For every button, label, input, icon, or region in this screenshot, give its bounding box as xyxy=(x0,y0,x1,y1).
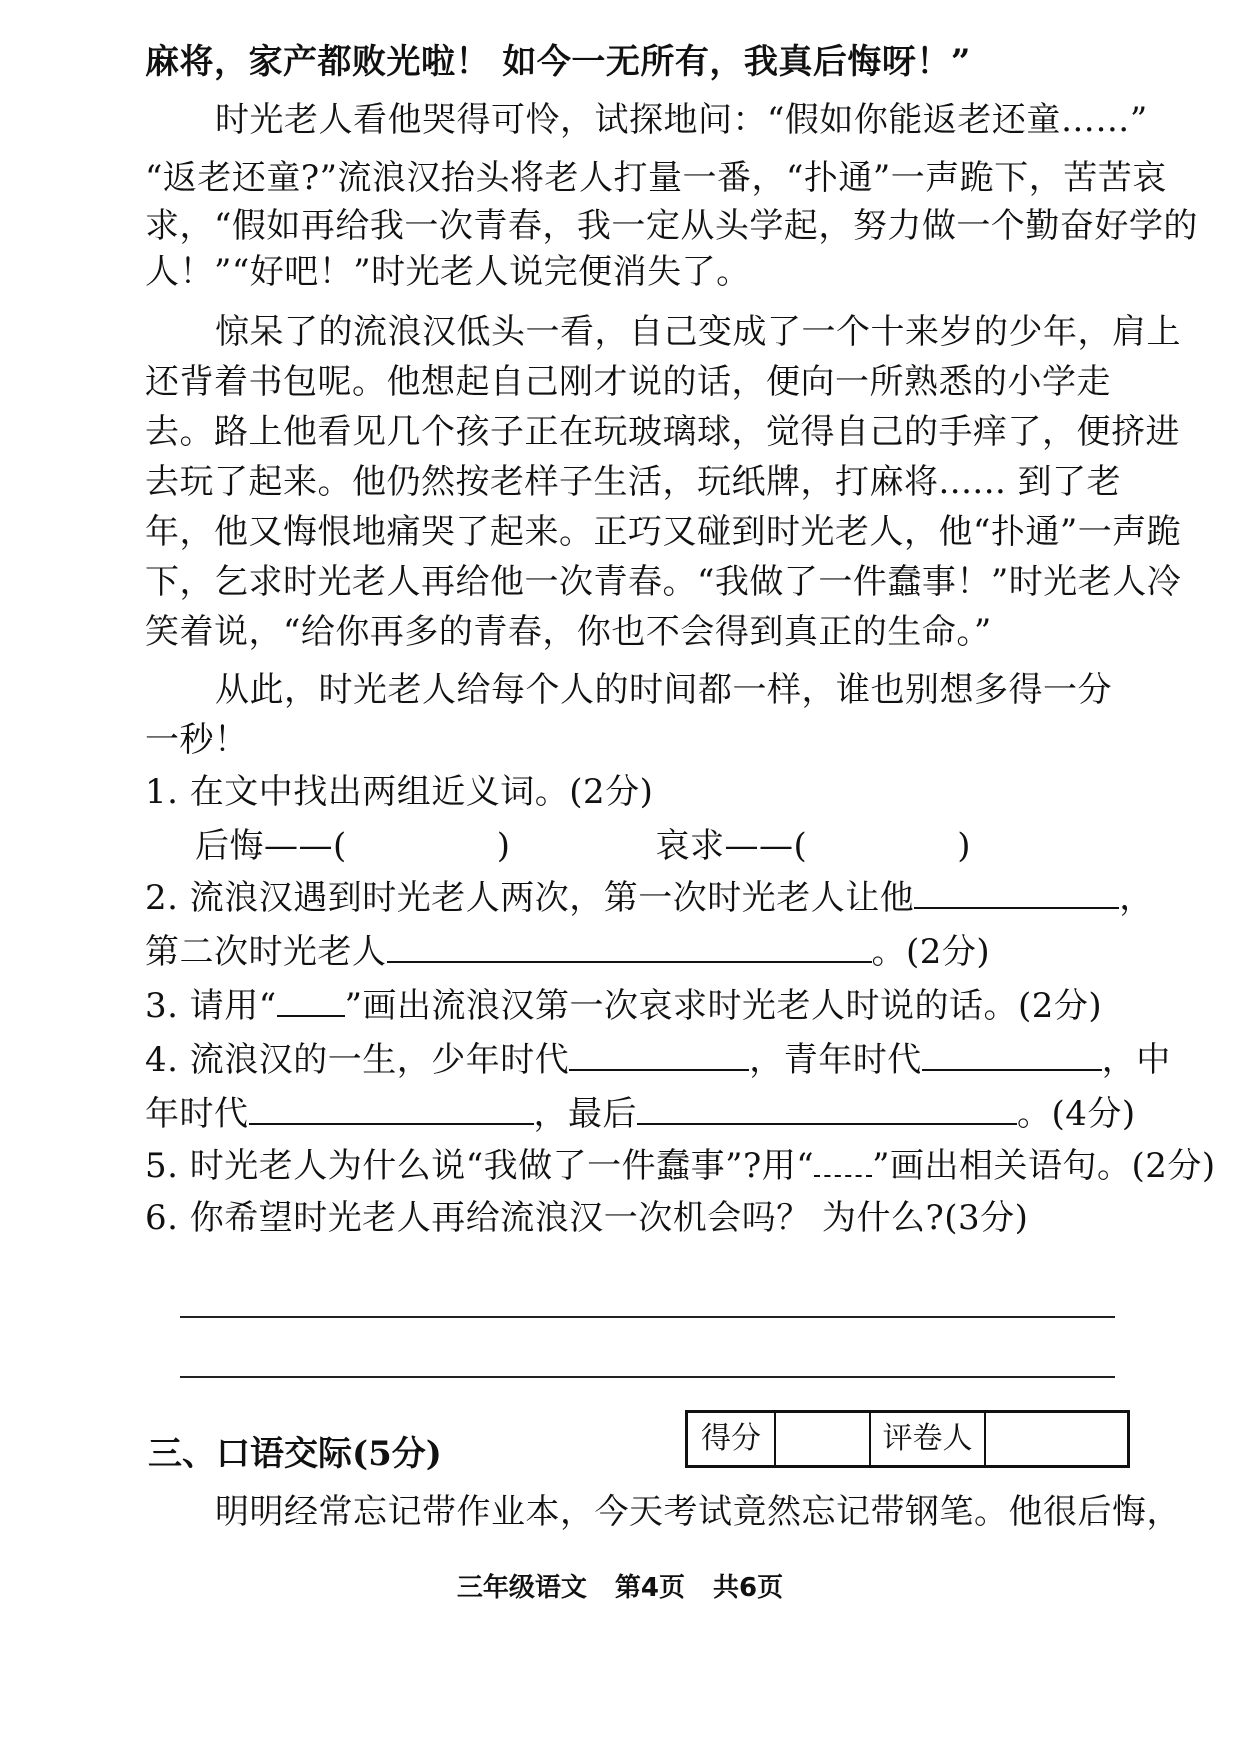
answer-blank[interactable] xyxy=(637,1093,1017,1125)
answer-line[interactable] xyxy=(180,1316,1115,1318)
paren-close: ) xyxy=(957,826,972,866)
question-4-text: ，中 xyxy=(1101,1040,1171,1080)
question-4b xyxy=(145,1092,1136,1136)
passage-line: 麻将，家产都败光啦！ 如今一无所有，我真后悔呀！” xyxy=(145,42,971,82)
question-3-text: ”画出流浪汉第一次哀求时光老人时说的话。(2分) xyxy=(344,986,1103,1026)
question-3-text: 3. 请用“ xyxy=(145,986,277,1026)
answer-line[interactable] xyxy=(180,1376,1115,1378)
passage-line: 年，他又悔恨地痛哭了起来。正巧又碰到时光老人，他“扑通”一声跪 xyxy=(145,512,1182,552)
question-4-text: 年时代 xyxy=(145,1094,249,1134)
passage-line: 求，“假如再给我一次青春，我一定从头学起，努力做一个勤奋好学的 xyxy=(145,206,1198,246)
score-input[interactable] xyxy=(776,1413,871,1465)
question-2b xyxy=(145,930,1130,974)
score-label: 得分 xyxy=(688,1413,776,1465)
answer-blank[interactable] xyxy=(569,1039,749,1071)
passage-line: 惊呆了的流浪汉低头一看，自己变成了一个十来岁的少年，肩上 xyxy=(215,312,1181,352)
passage-line: 时光老人看他哭得可怜，试探地问：“假如你能返老还童……” xyxy=(215,100,1148,140)
footer-page: 第4页 xyxy=(614,1573,685,1603)
question-4-text: 。(4分) xyxy=(1017,1094,1136,1134)
question-5-text: ”画出相关语句。(2分) xyxy=(872,1146,1216,1186)
page-footer xyxy=(0,1567,1240,1604)
footer-subject: 三年级语文 xyxy=(456,1573,587,1603)
question-4-text: 4. 流浪汉的一生，少年时代 xyxy=(145,1040,570,1080)
passage-line: 下，乞求时光老人再给他一次青春。“我做了一件蠢事！”时光老人冷 xyxy=(145,562,1182,602)
passage-line: 还背着书包呢。他想起自己刚才说的话，便向一所熟悉的小学走 xyxy=(145,362,1111,402)
passage-line: 从此，时光老人给每个人的时间都一样，谁也别想多得一分 xyxy=(215,670,1112,710)
section-title: 三、口语交际(5分) xyxy=(148,1434,442,1474)
answer-blank[interactable] xyxy=(387,931,872,963)
question-5 xyxy=(145,1144,1216,1188)
punct: 。(2分) xyxy=(871,932,991,972)
question-2-text: 第二次时光老人 xyxy=(145,932,387,972)
punct: ， xyxy=(1119,878,1154,918)
passage-line: 去玩了起来。他仍然按老样子生活，玩纸牌，打麻将...... 到了老 xyxy=(145,462,1122,502)
question-3 xyxy=(145,984,1130,1028)
score-table xyxy=(685,1410,1130,1468)
section-text: 明明经常忘记带作业本，今天考试竟然忘记带钢笔。他很后悔， xyxy=(215,1492,1181,1532)
grader-label: 评卷人 xyxy=(871,1413,986,1465)
question-5-text: 5. 时光老人为什么说“我做了一件蠢事”?用“ xyxy=(145,1146,815,1186)
question-4a xyxy=(145,1038,1171,1082)
question-1: 1. 在文中找出两组近义词。(2分) xyxy=(145,772,654,812)
question-2-text: 2. 流浪汉遇到时光老人两次，第一次时光老人让他 xyxy=(145,878,915,918)
synonym-b-label: 哀求——( xyxy=(655,826,808,866)
passage-line: 人！”“好吧！”时光老人说完便消失了。 xyxy=(145,252,751,292)
question-6: 6. 你希望时光老人再给流浪汉一次机会吗？ 为什么?(3分) xyxy=(145,1198,1029,1238)
question-1-answers xyxy=(195,824,1125,868)
question-4-text: ，青年时代 xyxy=(749,1040,922,1080)
footer-total: 共6页 xyxy=(713,1573,784,1603)
passage-line: “返老还童?”流浪汉抬头将老人打量一番，“扑通”一声跪下，苦苦哀 xyxy=(145,158,1167,198)
question-2a xyxy=(145,876,1154,920)
question-4-text: ，最后 xyxy=(533,1094,637,1134)
passage-line: 去。路上他看见几个孩子正在玩玻璃球，觉得自己的手痒了，便挤进 xyxy=(145,412,1180,452)
answer-blank[interactable] xyxy=(922,1039,1102,1071)
paren-close: ) xyxy=(496,826,511,866)
underline-sample xyxy=(277,985,345,1017)
answer-blank[interactable] xyxy=(914,877,1119,909)
grader-input[interactable] xyxy=(986,1413,1127,1465)
underline-sample xyxy=(814,1145,872,1177)
synonym-a-label: 后悔——( xyxy=(195,826,347,866)
passage-line: 一秒！ xyxy=(145,720,249,760)
answer-blank[interactable] xyxy=(249,1093,534,1125)
passage-line: 笑着说，“给你再多的青春，你也不会得到真正的生命。” xyxy=(145,612,992,652)
